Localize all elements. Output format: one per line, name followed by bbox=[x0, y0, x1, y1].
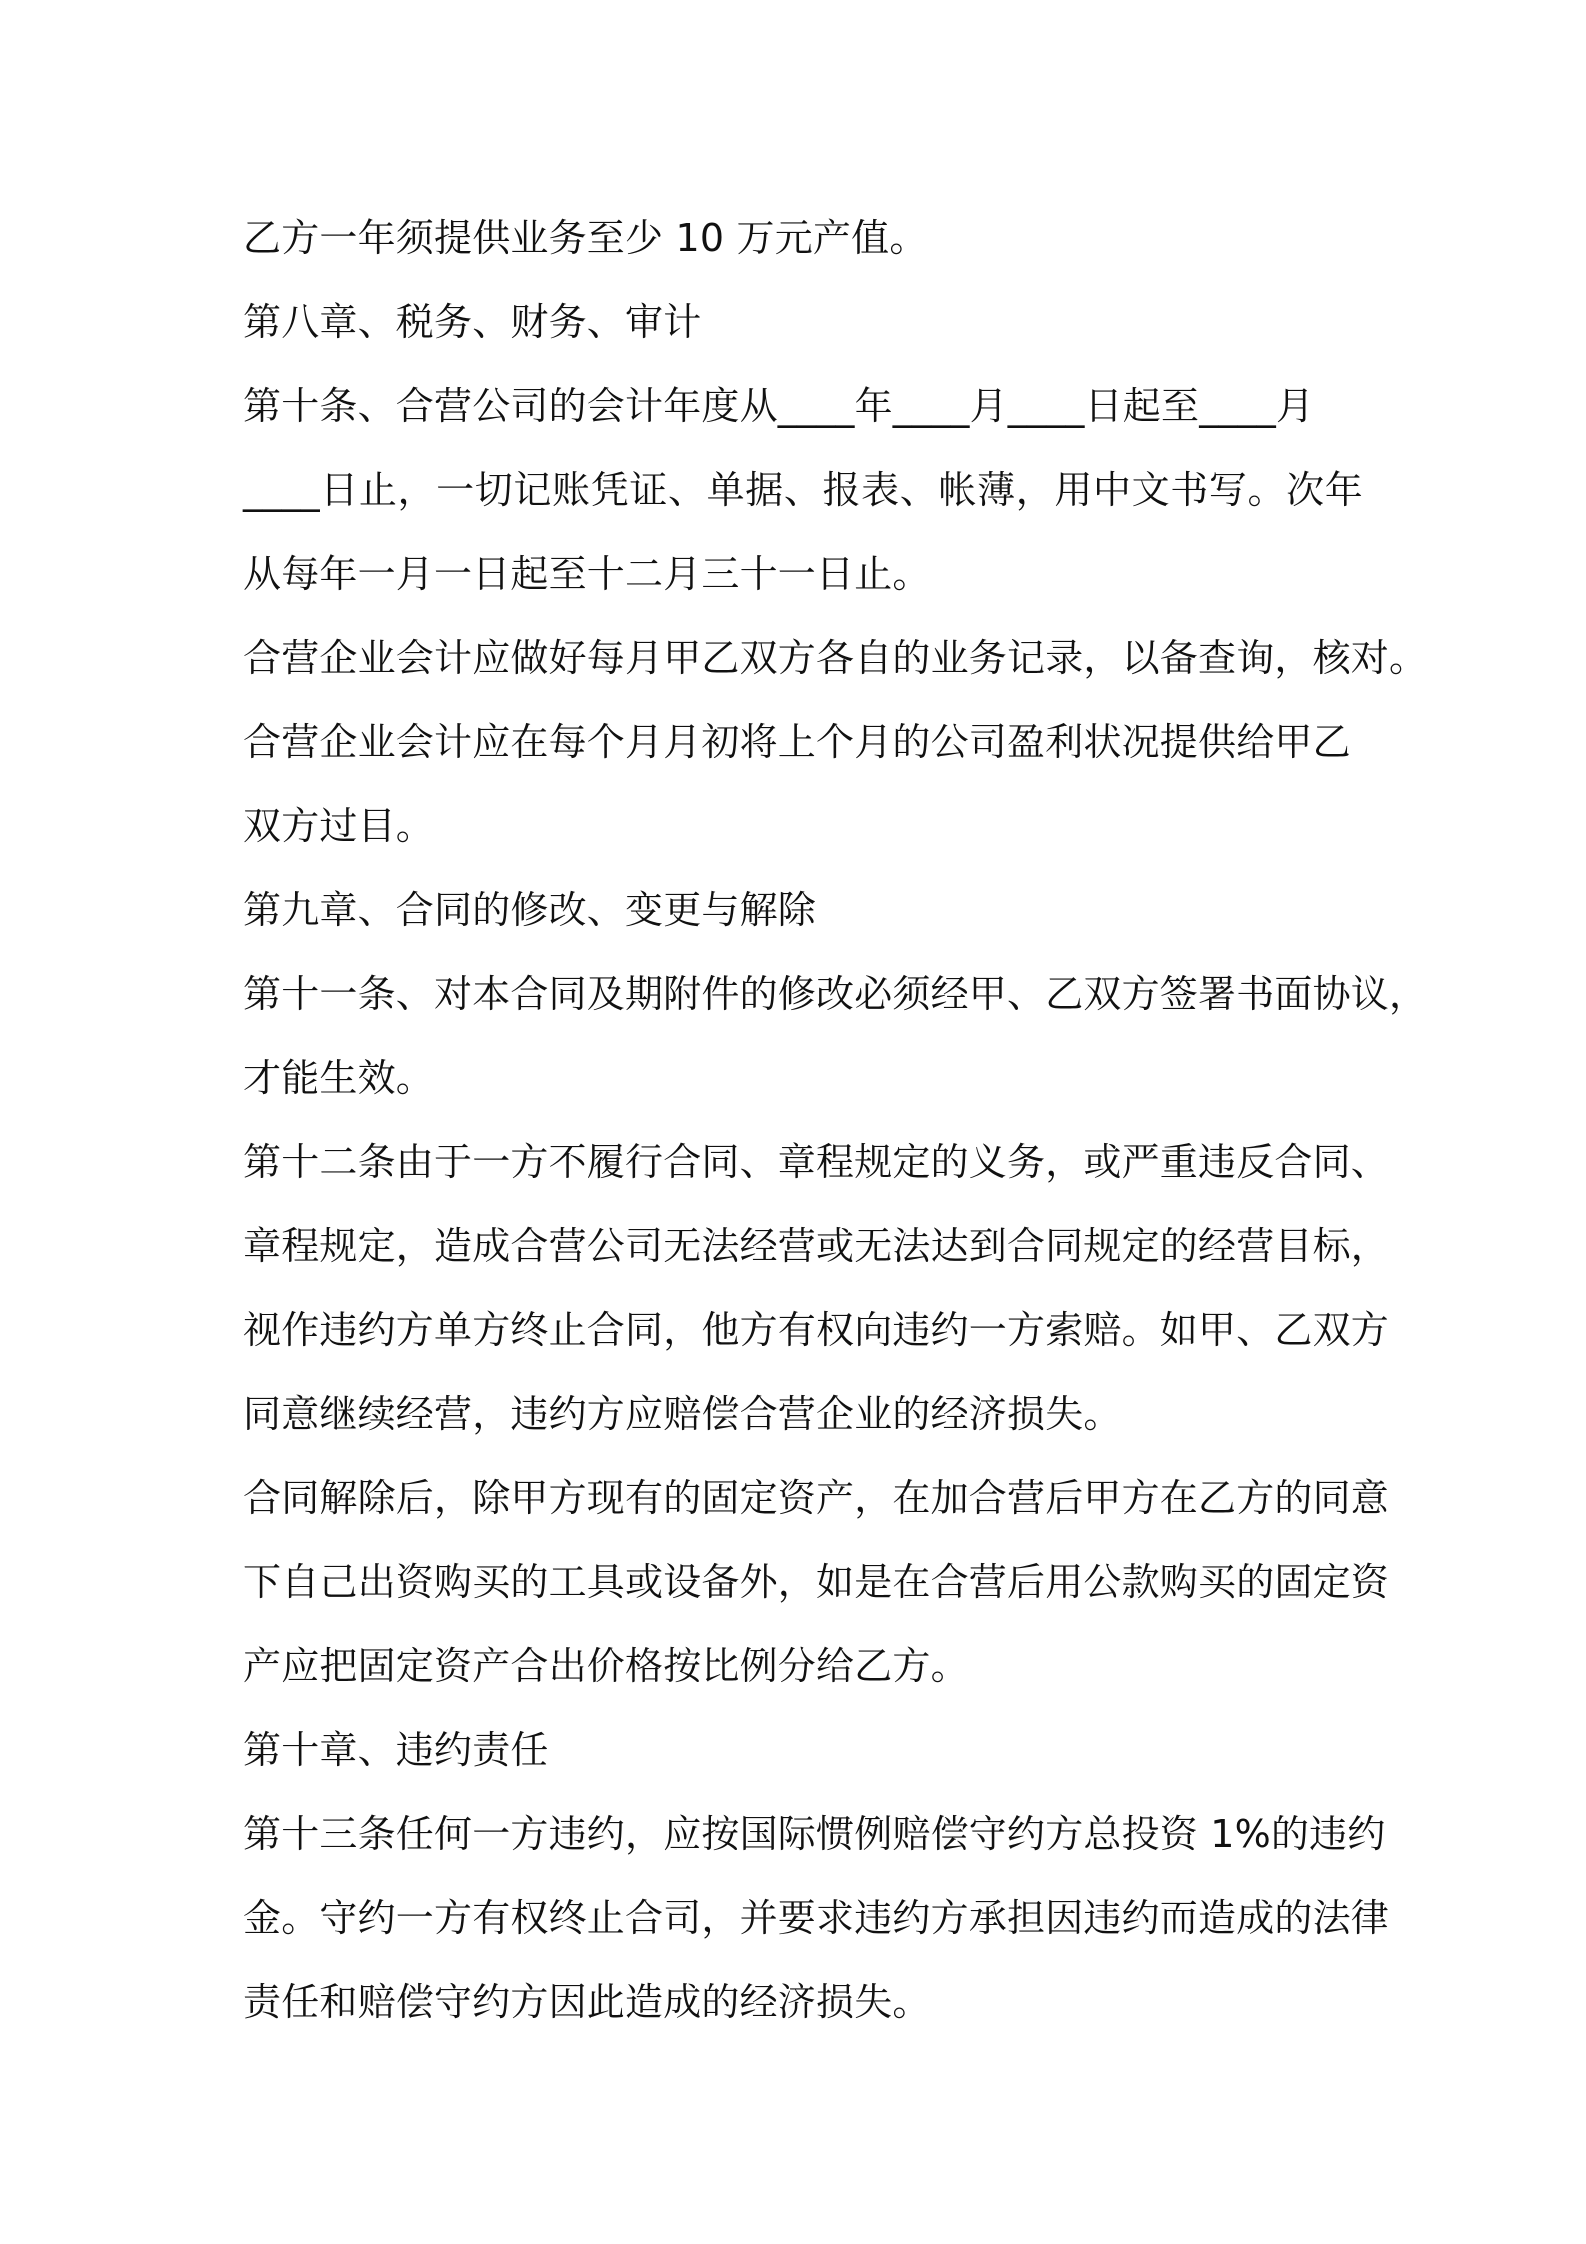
text-line: 双方过目。 bbox=[243, 804, 435, 848]
text-line: 才能生效。 bbox=[243, 1056, 435, 1100]
text-line: 责任和赔偿守约方因此造成的经济损失。 bbox=[243, 1980, 931, 2024]
text-line: 金。守约一方有权终止合司，并要求违约方承担因违约而造成的法律 bbox=[243, 1896, 1390, 1940]
paragraph-profit-report bbox=[243, 700, 1363, 868]
article-11 bbox=[243, 952, 1428, 1120]
text-line: 第十三条任何一方违约，应按国际惯例赔偿守约方总投资 1%的违约 bbox=[243, 1812, 1386, 1856]
chapter-heading-9 bbox=[243, 868, 1363, 952]
article-10 bbox=[243, 364, 1363, 616]
text-line: 合同解除后，除甲方现有的固定资产，在加合营后甲方在乙方的同意 bbox=[243, 1476, 1390, 1520]
text-line: 同意继续经营，违约方应赔偿合营企业的经济损失。 bbox=[243, 1392, 1122, 1436]
chapter-heading-10 bbox=[243, 1708, 1363, 1792]
text-line: 乙方一年须提供业务至少 10 万元产值。 bbox=[243, 216, 928, 260]
article-13 bbox=[243, 1792, 1390, 2044]
text-line: 第八章、税务、财务、审计 bbox=[243, 300, 702, 344]
document-page bbox=[243, 196, 1428, 2044]
text-line: 合营企业会计应在每个月月初将上个月的公司盈利状况提供给甲乙 bbox=[243, 720, 1351, 764]
text-line: 第十二条由于一方不履行合同、章程规定的义务，或严重违反合同、 bbox=[243, 1140, 1390, 1184]
text-line: 从每年一月一日起至十二月三十一日止。 bbox=[243, 552, 931, 596]
text-line: 章程规定，造成合营公司无法经营或无法达到合同规定的经营目标， bbox=[243, 1224, 1390, 1268]
text-line: 第十章、违约责任 bbox=[243, 1728, 549, 1772]
paragraph-accounting-records bbox=[243, 616, 1428, 700]
text-line: 下自己出资购买的工具或设备外，如是在合营后用公款购买的固定资 bbox=[243, 1560, 1390, 1604]
text-line: 第十条、合营公司的会计年度从____年____月____日起至____月 bbox=[243, 384, 1315, 428]
article-12 bbox=[243, 1120, 1390, 1456]
text-line: 视作违约方单方终止合同，他方有权向违约一方索赔。如甲、乙双方 bbox=[243, 1308, 1390, 1352]
paragraph-dissolution bbox=[243, 1456, 1390, 1708]
text-line: ____日止，一切记账凭证、单据、报表、帐薄，用中文书写。次年 bbox=[243, 468, 1363, 512]
text-line: 合营企业会计应做好每月甲乙双方各自的业务记录，以备查询，核对。 bbox=[243, 636, 1428, 680]
text-line: 第九章、合同的修改、变更与解除 bbox=[243, 888, 817, 932]
paragraph-minimum-output bbox=[243, 196, 1363, 280]
text-line: 产应把固定资产合出价格按比例分给乙方。 bbox=[243, 1644, 969, 1688]
text-line: 第十一条、对本合同及期附件的修改必须经甲、乙双方签署书面协议， bbox=[243, 972, 1428, 1016]
chapter-heading-8 bbox=[243, 280, 1363, 364]
